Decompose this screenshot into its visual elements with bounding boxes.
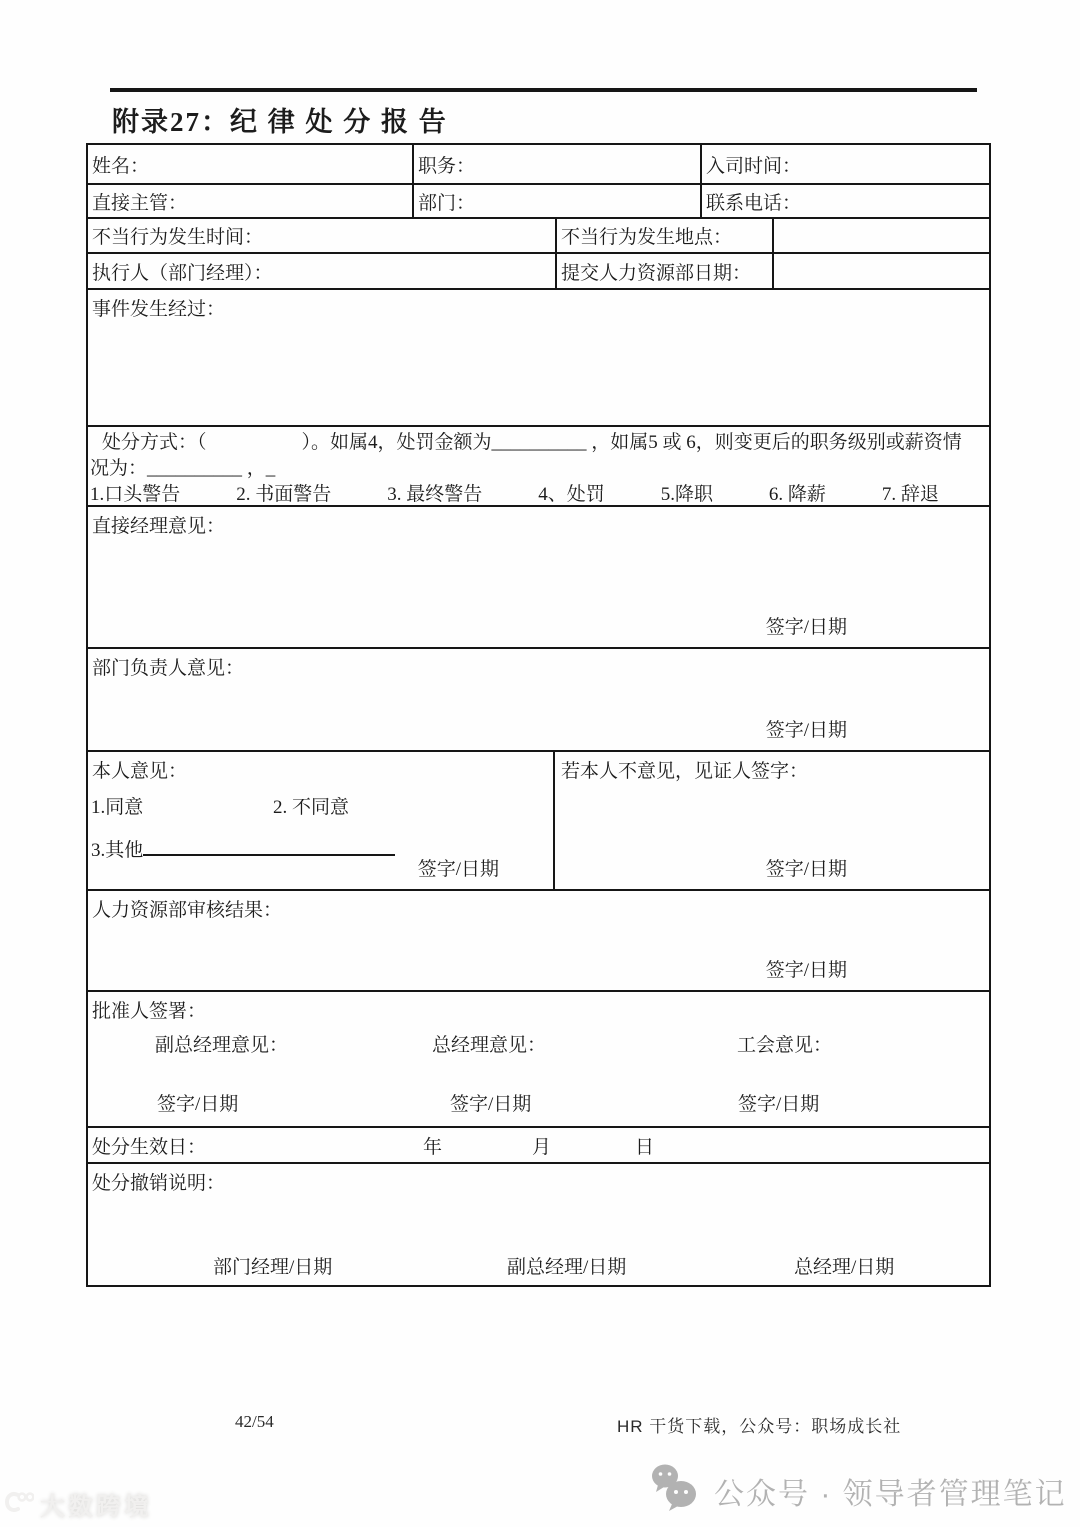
- join-date-label: 入司时间：: [706, 155, 802, 177]
- sign-date-label: 签字/日期: [450, 1094, 532, 1115]
- name-label: 姓名：: [92, 155, 150, 177]
- incident-label: 事件发生经过：: [92, 299, 226, 320]
- sign-date-label: 签字/日期: [417, 859, 499, 880]
- footer-source: HR 干货下载，公众号：职场成长社: [617, 1417, 902, 1436]
- witness-cell: [557, 752, 989, 889]
- discipline-line2: 况为：__________ ，_: [90, 458, 276, 479]
- position-label: 职务：: [418, 155, 476, 177]
- cell-join-date: [700, 145, 989, 183]
- wechat-icon: [648, 1462, 702, 1520]
- department-label: 部门：: [418, 192, 476, 214]
- self-opinion-cell: [88, 752, 555, 889]
- option-written-warning: 2. 书面警告: [236, 484, 332, 505]
- month-label: 月: [532, 1136, 552, 1158]
- misconduct-place-label: 不当行为发生地点：: [561, 227, 733, 248]
- option-final-warning: 3. 最终警告: [387, 484, 483, 505]
- row-executor: [88, 254, 989, 290]
- row-misconduct: [88, 219, 989, 254]
- corner-watermark-text: 大数跨境: [40, 1493, 153, 1521]
- row-identity-1: [88, 145, 989, 185]
- row-identity-2: [88, 185, 989, 219]
- self-other-option: 3.其他: [91, 835, 395, 862]
- other-blank-line: [143, 837, 395, 856]
- direct-manager-opinion-label: 直接经理意见：: [92, 516, 226, 537]
- phone-label: 联系电话：: [706, 192, 802, 214]
- cell-submit-date-value: [772, 254, 989, 288]
- union-opinion-label: 工会意见：: [737, 1035, 833, 1056]
- row-approver-signatures: [88, 992, 989, 1128]
- row-discipline-method: [88, 427, 989, 507]
- self-opinion-label: 本人意见：: [92, 761, 188, 782]
- cell-phone: [700, 185, 989, 217]
- row-direct-manager-opinion: [88, 507, 989, 649]
- revocation-label: 处分撤销说明：: [92, 1173, 226, 1194]
- sign-date-label: 签字/日期: [765, 859, 847, 880]
- dept-manager-date-label: 部门经理/日期: [213, 1257, 333, 1278]
- year-label: 年: [423, 1136, 443, 1158]
- sign-date-label: 签字/日期: [765, 960, 847, 981]
- cell-misconduct-time: [88, 219, 555, 252]
- cell-name: [88, 145, 412, 183]
- discipline-options: [90, 482, 987, 507]
- page-number: 42/54: [235, 1412, 274, 1431]
- gm-date-label: 总经理/日期: [794, 1257, 895, 1278]
- supervisor-label: 直接主管：: [92, 192, 188, 214]
- sign-date-label: 签字/日期: [765, 617, 847, 638]
- page-title: 附录27：纪 律 处 分 报 告: [112, 107, 448, 137]
- witness-label: 若本人不意见，见证人签字：: [561, 761, 809, 782]
- self-agree-option: 1.同意: [91, 797, 144, 818]
- executor-label: 执行人（部门经理）：: [92, 262, 273, 284]
- dept-head-opinion-label: 部门负责人意见：: [92, 658, 245, 679]
- cell-position: [412, 145, 700, 183]
- row-dept-head-opinion: [88, 649, 989, 752]
- cell-misconduct-place: [555, 219, 772, 252]
- row-effective-date: [88, 1128, 989, 1164]
- sign-date-label: 签字/日期: [157, 1094, 239, 1115]
- option-salary-cut: 6. 降薪: [768, 484, 826, 505]
- row-hr-review: [88, 891, 989, 992]
- row-incident: [88, 290, 989, 427]
- effective-date-label: 处分生效日：: [92, 1136, 207, 1158]
- approver-header-label: 批准人签署：: [92, 1001, 207, 1022]
- sign-date-label: 签字/日期: [765, 720, 847, 741]
- sign-date-label: 签字/日期: [738, 1094, 820, 1115]
- submit-date-label: 提交人力资源部日期：: [561, 262, 752, 284]
- cell-misconduct-place-value: [772, 219, 989, 252]
- cell-department: [412, 185, 700, 217]
- corner-watermark: [4, 1487, 152, 1523]
- day-label: 日: [635, 1136, 655, 1158]
- cell-executor: [88, 254, 555, 288]
- wechat-watermark: [648, 1462, 1067, 1520]
- cell-submit-date: [555, 254, 772, 288]
- option-verbal-warning: 1.口头警告: [90, 484, 181, 505]
- row-revocation: [88, 1164, 989, 1285]
- row-self-opinion: [88, 752, 989, 891]
- deputy-gm-date-label: 副总经理/日期: [507, 1257, 627, 1278]
- disciplinary-report-form: [86, 143, 991, 1287]
- corner-logo-icon: [4, 1488, 34, 1523]
- option-dismissal: 7. 辞退: [881, 484, 939, 505]
- gm-opinion-label: 总经理意见：: [432, 1035, 547, 1056]
- header-rule: [110, 88, 977, 92]
- discipline-line1: 处分方式：（ ）。如属4，处罚金额为__________ ，如属5 或 6，则变更后的职务级别或薪资情: [102, 432, 962, 453]
- misconduct-time-label: 不当行为发生时间：: [92, 227, 264, 248]
- option-fine: 4、处罚: [538, 484, 605, 505]
- deputy-gm-opinion-label: 副总经理意见：: [155, 1035, 289, 1056]
- self-disagree-option: 2. 不同意: [273, 797, 350, 818]
- option-demotion: 5.降职: [660, 484, 713, 505]
- hr-review-label: 人力资源部审核结果：: [92, 900, 283, 921]
- wechat-watermark-text: 公众号 · 领导者管理笔记: [714, 1478, 1067, 1511]
- cell-supervisor: [88, 185, 412, 217]
